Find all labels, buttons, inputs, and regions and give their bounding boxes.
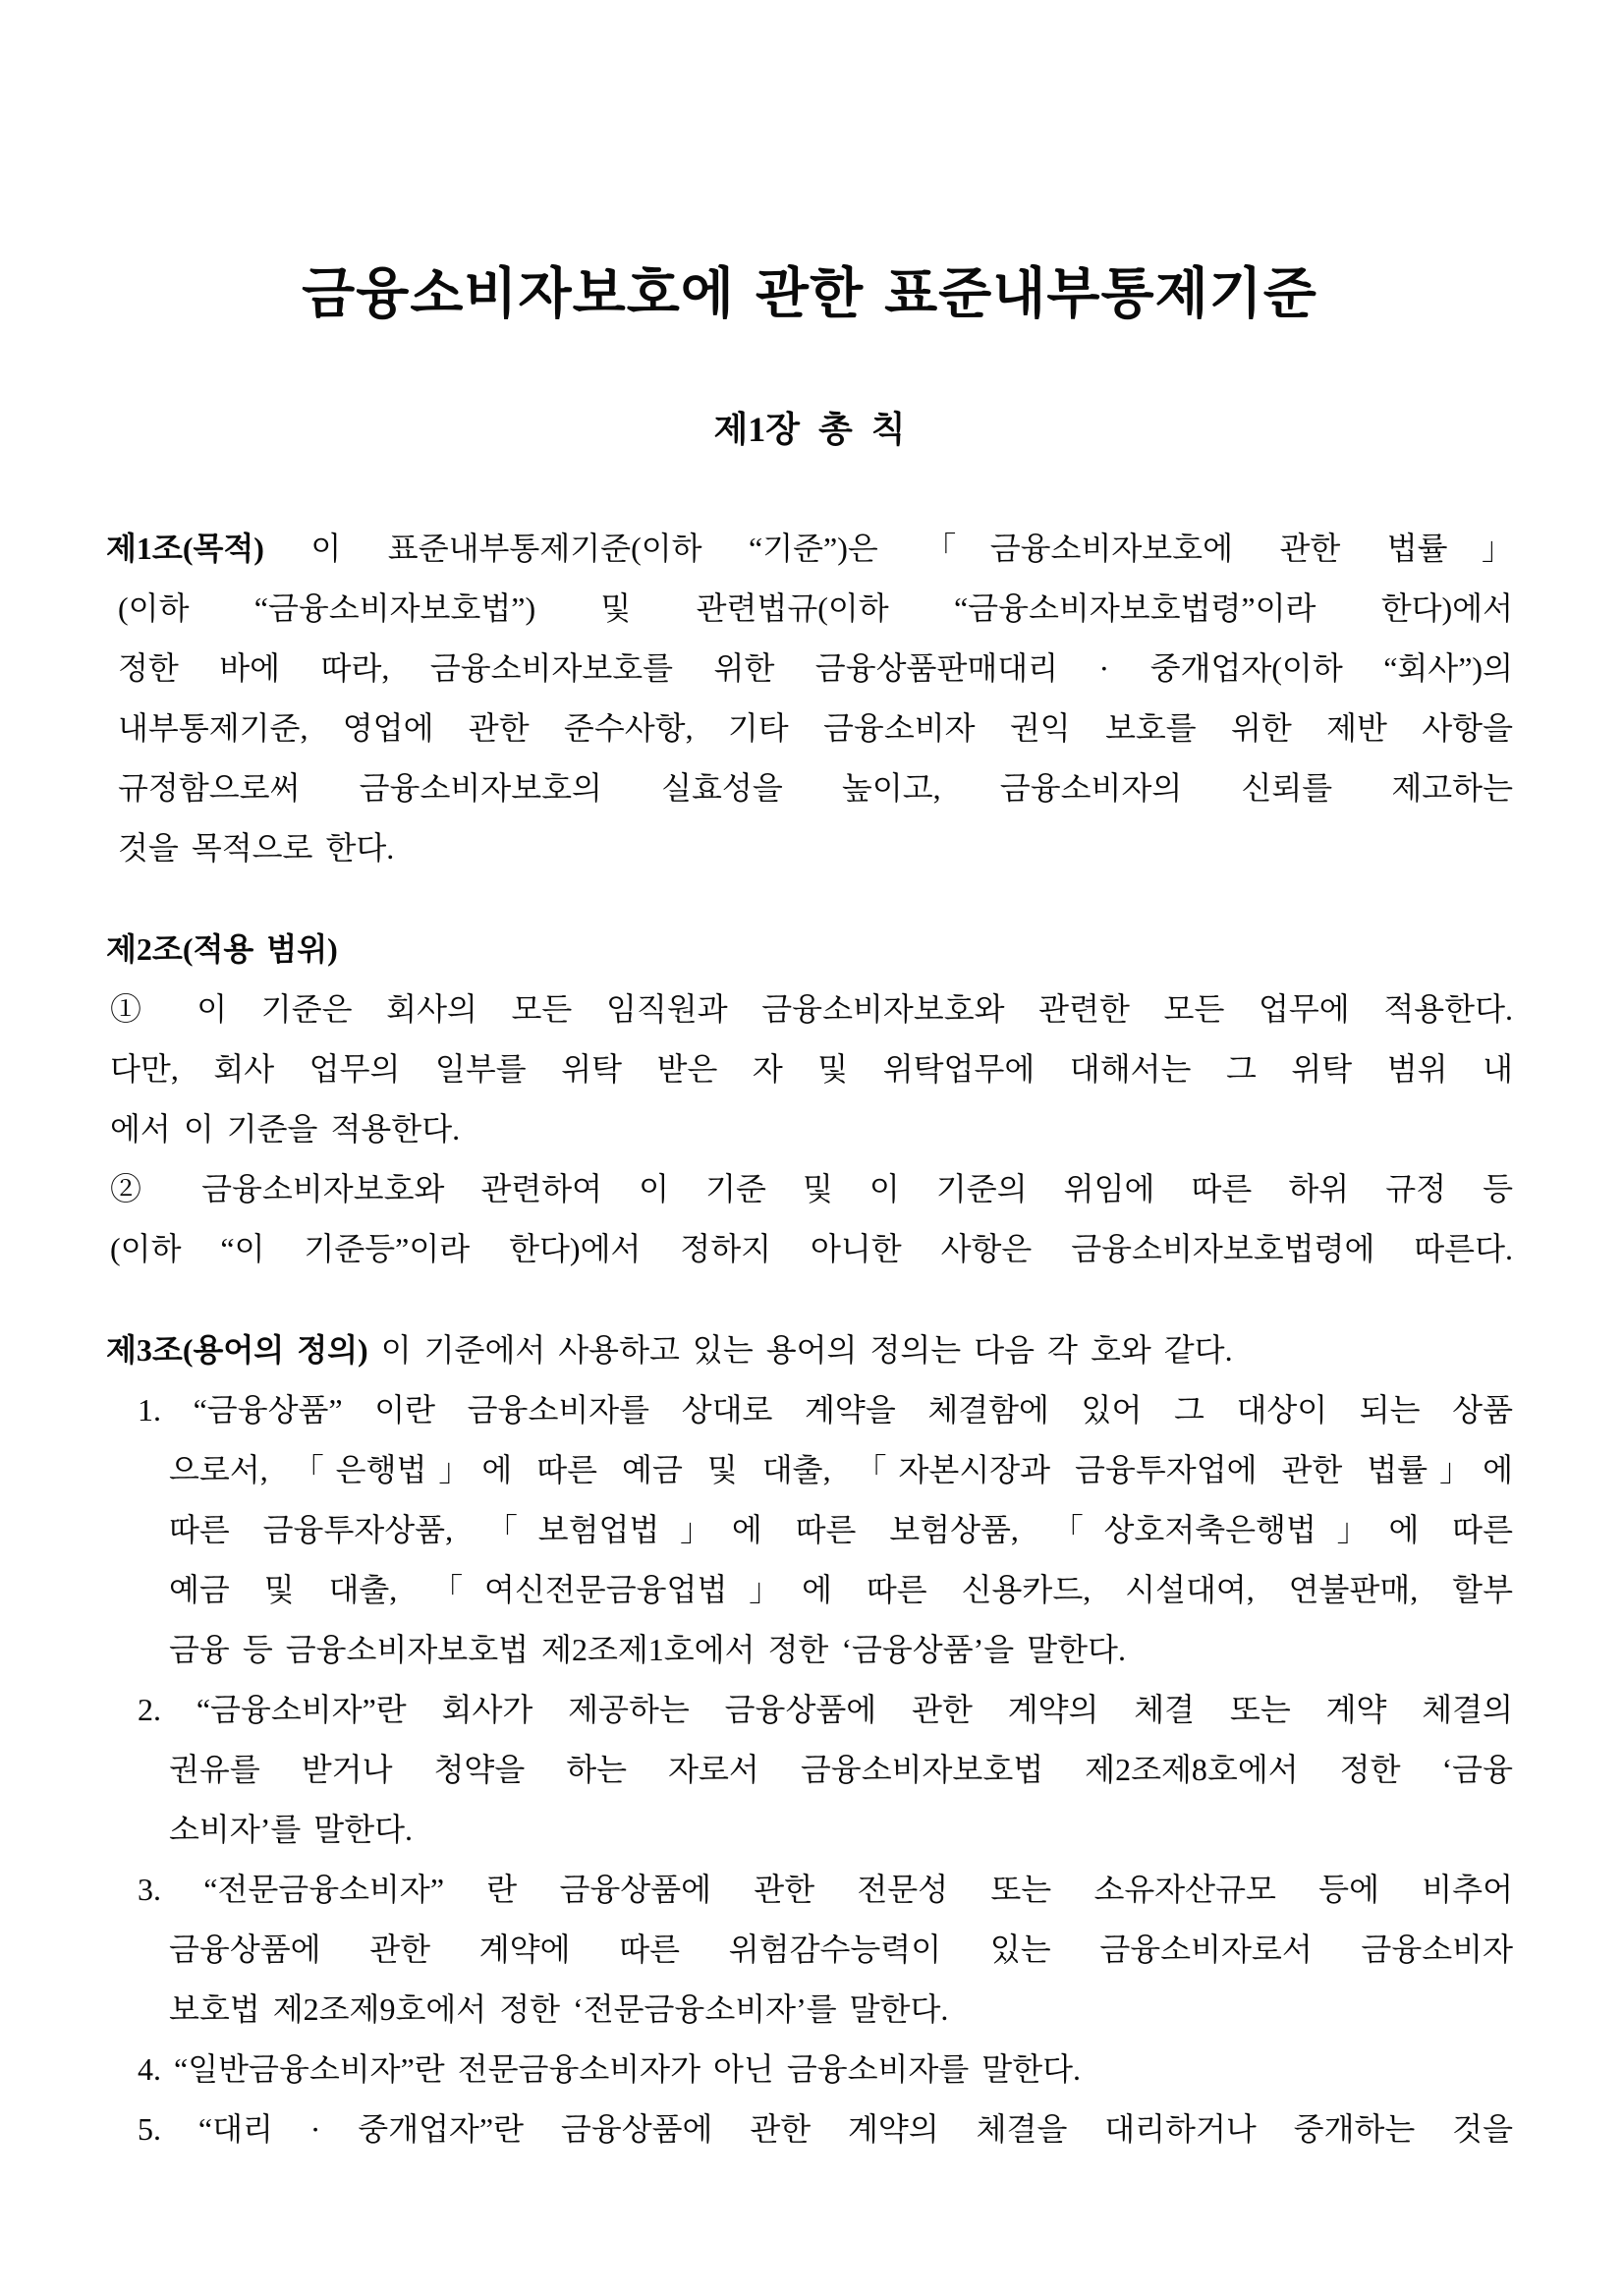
text-line: 제3조(용어의 정의) 이 기준에서 사용하고 있는 용어의 정의는 다음 각 호와 같다. <box>106 1332 1233 1368</box>
text-line: ② 금융소비자보호와 관련하여 이 기준 및 이 기준의 위임에 따른 하위 규정 등 <box>110 1171 1513 1206</box>
text-line: 권유를 받거나 청약을 하는 자로서 금융소비자보호법 제2조제8호에서 정한 ‘금융 <box>169 1752 1513 1787</box>
text-line: 4. “일반금융소비자”란 전문금융소비자가 아닌 금융소비자를 말한다. <box>138 2051 1082 2087</box>
text-line: 2. “금융소비자”란 회사가 제공하는 금융상품에 관한 계약의 체결 또는 계약 체결의 <box>138 1692 1513 1727</box>
text-line: 1. “금융상품” 이란 금융소비자를 상대로 계약을 체결함에 있어 그 대상이 되는 상품 <box>138 1392 1513 1428</box>
article-heading: 제3조(용어의 정의) <box>106 1332 368 1368</box>
text-line: 에서 이 기준을 적용한다. <box>110 1111 461 1147</box>
text-line: 것을 목적으로 한다. <box>118 830 395 866</box>
text-line: 따른 금융투자상품, 「보험업법」에 따른 보험상품, 「상호저축은행법」에 따른 <box>169 1512 1513 1547</box>
text-line: 내부통제기준, 영업에 관한 준수사항, 기타 금융소비자 권익 보호를 위한 제반 사항을 <box>118 710 1513 746</box>
text-line: 예금 및 대출, 「여신전문금융업법」에 따른 신용카드, 시설대여, 연불판매, 할부 <box>169 1572 1513 1607</box>
text-line: (이하 “금융소비자보호법”) 및 관련법규(이하 “금융소비자보호법령”이라 한다)에서 <box>118 590 1513 626</box>
text-line: 으로서, 「은행법」에 따른 예금 및 대출, 「자본시장과 금융투자업에 관한 법률」에 <box>169 1452 1513 1487</box>
text-line: 정한 바에 따라, 금융소비자보호를 위한 금융상품판매대리 · 중개업자(이하 “회사”)의 <box>118 650 1513 686</box>
text-line: 3. “전문금융소비자” 란 금융상품에 관한 전문성 또는 소유자산규모 등에 비추어 <box>138 1872 1513 1907</box>
text-line: 금융상품에 관한 계약에 따른 위험감수능력이 있는 금융소비자로서 금융소비자 <box>169 1932 1513 1967</box>
text-line: 보호법 제2조제9호에서 정한 ‘전문금융소비자’를 말한다. <box>169 1991 949 2027</box>
document-body <box>106 519 1513 2159</box>
text-line: (이하 “이 기준등”이라 한다)에서 정하지 아니한 사항은 금융소비자보호법령에 따른다. <box>110 1231 1513 1266</box>
text-line: 제1조(목적) 이 표준내부통제기준(이하 “기준”)은 「금융소비자보호에 관한 법률」 <box>106 531 1513 566</box>
text-line: 규정함으로써 금융소비자보호의 실효성을 높이고, 금융소비자의 신뢰를 제고하는 <box>118 770 1513 806</box>
text-line: ① 이 기준은 회사의 모든 임직원과 금융소비자보호와 관련한 모든 업무에 적용한다. <box>110 991 1513 1027</box>
chapter-heading: 제1장 총 칙 <box>713 410 906 449</box>
text-line: 다만, 회사 업무의 일부를 위탁 받은 자 및 위탁업무에 대해서는 그 위탁 범위 내 <box>110 1051 1513 1087</box>
article-1 <box>106 519 1513 878</box>
article-heading: 제1조(목적) <box>106 531 264 566</box>
text-line: 소비자’를 말한다. <box>169 1812 414 1847</box>
text-line: 5. “대리 · 중개업자”란 금융상품에 관한 계약의 체결을 대리하거나 중개하는 것을 <box>138 2111 1513 2147</box>
text-line: 금융 등 금융소비자보호법 제2조제1호에서 정한 ‘금융상품’을 말한다. <box>169 1632 1126 1667</box>
article-3 <box>106 1320 1513 2159</box>
article-heading: 제2조(적용 범위) <box>106 931 338 967</box>
document-title: 금융소비자보호에 관한 표준내부통제기준 <box>302 264 1317 325</box>
article-2 <box>106 920 1513 1279</box>
